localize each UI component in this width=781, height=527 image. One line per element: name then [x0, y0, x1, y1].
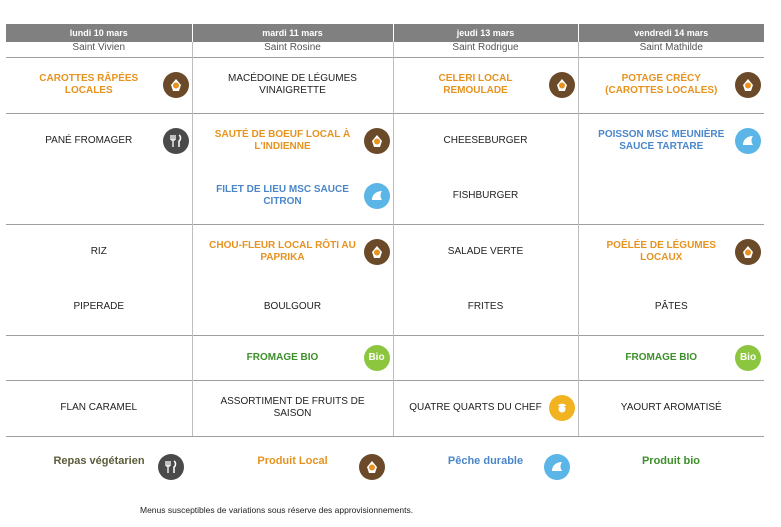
dish-name: CAROTTES RÂPÉES LOCALES	[39, 73, 139, 96]
dish-name: PANÉ FROMAGER	[45, 135, 133, 146]
menu-cell	[192, 169, 393, 225]
day-header: jeudi 13 mars	[393, 24, 578, 42]
weekly-menu	[6, 24, 764, 437]
organic-product-icon	[735, 345, 761, 371]
dish-name: FROMAGE BIO	[625, 351, 698, 363]
table-row	[6, 224, 764, 280]
vegetarian-meal-icon	[158, 454, 184, 480]
menu-cell	[393, 224, 578, 280]
vegetarian-meal-icon	[163, 128, 189, 154]
menu-cell	[393, 280, 578, 336]
day-header: mardi 11 mars	[192, 24, 393, 42]
menu-cell	[578, 224, 764, 280]
menu-cell	[192, 57, 393, 113]
legend-item-organic	[578, 440, 764, 482]
day-header: vendredi 14 mars	[578, 24, 764, 42]
dish-name: FROMAGE BIO	[246, 351, 319, 363]
menu-cell	[393, 57, 578, 113]
saint-row	[6, 42, 764, 57]
dish-name: POÊLÉE DE LÉGUMES LOCAUX	[606, 240, 716, 263]
legend-label: Pêche durable	[447, 455, 524, 467]
menu-cell	[578, 169, 764, 225]
dish-name: CHOU-FLEUR LOCAL RÔTI AU PAPRIKA	[209, 240, 356, 263]
dish-name: PIPERADE	[73, 301, 125, 312]
menu-cell	[6, 380, 192, 436]
menu-cell	[578, 57, 764, 113]
menu-cell	[192, 224, 393, 280]
dish-name: PÂTES	[654, 301, 688, 312]
saint-name: Saint Vivien	[6, 42, 192, 57]
menu-cell	[578, 380, 764, 436]
sustainable-fishing-icon	[364, 183, 390, 209]
local-product-icon	[735, 239, 761, 265]
dish-name: YAOURT AROMATISÉ	[620, 402, 722, 413]
legend-label: Repas végétarien	[53, 455, 145, 467]
organic-product-icon	[364, 345, 390, 371]
menu-cell	[578, 280, 764, 336]
menu-cell	[6, 280, 192, 336]
dish-name: FRITES	[467, 301, 504, 312]
dish-name: SALADE VERTE	[447, 246, 524, 257]
dish-name: FISHBURGER	[452, 190, 519, 201]
saint-name: Saint Rodrigue	[393, 42, 578, 57]
dish-name: QUATRE QUARTS DU CHEF	[409, 402, 542, 413]
local-product-icon	[163, 72, 189, 98]
dish-name: POISSON MSC MEUNIÈRE SAUCE TARTARE	[598, 129, 725, 152]
menu-cell	[192, 335, 393, 380]
menu-cell	[393, 335, 578, 380]
legend-label: Produit bio	[641, 455, 701, 467]
saint-name: Saint Mathilde	[639, 42, 703, 53]
table-row	[6, 380, 764, 436]
legend	[6, 440, 764, 482]
bio-badge-text: Bio	[368, 351, 385, 363]
day-header: lundi 10 mars	[6, 24, 192, 42]
table-row	[6, 113, 764, 169]
menu-cell	[192, 380, 393, 436]
menu-cell	[578, 335, 764, 380]
dish-name: ASSORTIMENT DE FRUITS DE SAISON	[220, 396, 365, 419]
local-product-icon	[359, 454, 385, 480]
dish-name: CHEESEBURGER	[443, 135, 528, 146]
menu-cell	[6, 169, 192, 225]
bio-badge-text: Bio	[739, 351, 757, 363]
dish-name: MACÉDOINE DE LÉGUMES VINAIGRETTE	[228, 73, 357, 96]
menu-cell	[393, 169, 578, 225]
local-product-icon	[549, 72, 575, 98]
footnote: Menus susceptibles de variations sous réserve des approvisionnements.	[140, 505, 414, 515]
menu-table	[6, 24, 764, 437]
menu-cell	[6, 335, 192, 380]
dish-name: RIZ	[90, 246, 107, 257]
table-row	[6, 280, 764, 336]
legend-item-local	[192, 440, 393, 482]
table-row	[6, 57, 764, 113]
saint-name: Saint Rosine	[192, 42, 393, 57]
dish-name: POTAGE CRÉCY (CAROTTES LOCALES)	[605, 73, 718, 96]
dish-name: CELERI LOCAL REMOULADE	[438, 73, 513, 96]
table-row	[6, 335, 764, 380]
dish-name: FLAN CARAMEL	[60, 402, 138, 413]
menu-cell	[6, 113, 192, 169]
menu-cell	[192, 280, 393, 336]
dish-name: FILET DE LIEU MSC SAUCE CITRON	[216, 184, 349, 207]
legend-item-vegetarian	[6, 440, 192, 482]
local-product-icon	[364, 239, 390, 265]
menu-cell	[6, 57, 192, 113]
local-product-icon	[364, 128, 390, 154]
menu-cell	[393, 113, 578, 169]
sustainable-fishing-icon	[544, 454, 570, 480]
menu-cell	[192, 113, 393, 169]
local-product-icon	[735, 72, 761, 98]
menu-body	[6, 57, 764, 436]
legend-item-sustainable-fishing	[393, 440, 578, 482]
menu-cell	[578, 113, 764, 169]
menu-cell	[393, 380, 578, 436]
legend-label: Produit Local	[257, 455, 328, 467]
table-row	[6, 169, 764, 225]
sustainable-fishing-icon	[735, 128, 761, 154]
day-header-row	[6, 24, 764, 42]
dish-name: BOULGOUR	[263, 301, 322, 312]
chef-made-icon	[549, 395, 575, 421]
dish-name: SAUTÉ DE BOEUF LOCAL À L'INDIENNE	[214, 129, 351, 152]
menu-cell	[6, 224, 192, 280]
